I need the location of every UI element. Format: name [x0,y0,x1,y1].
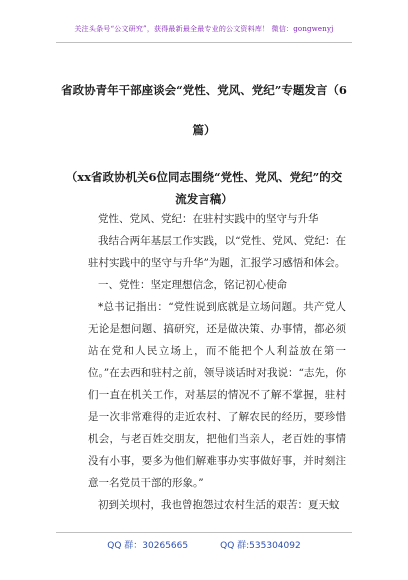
document-title-line-1: 省政协青年干部座谈会“党性、党风、党纪”专题发言（6 [61,83,347,97]
document-title-line-2: 篇） [192,123,216,137]
body-paragraph: *总书记指出：“党性说到底就是立场问题。共产党人无论是想问题、搞研究，还是做决策、办事情，都必须站在党和人民立场上，而不能把个人利益放在第一位。”在去西和驻村之前，领导谈话时对我说：“志先，你们一直在机关工作，对基层的情况不了解不掌握，驻村是一次非常难得的走近农村、了解农民的经历，要珍惜机会，与老百姓交朋友，把他们当亲人，老百姓的事情没有小事，要多为他们解难事办实事做好事，并时刻注意一名党员干部的形象。” [88,301,346,489]
body-paragraph: 我结合两年基层工作实践，以“党性、党风、党纪：在驻村实践中的坚守与升华”为题，汇报学习感悟和体会。 [88,235,346,269]
section-heading: 一、党性：坚定理想信念，铭记初心使命 [98,279,287,291]
footer-qq-group-1: QQ 群：30265665 [107,541,189,551]
document-subtitle-line-2: 流发言稿） [175,192,233,206]
document-body [88,208,346,516]
footer-divider [56,532,352,533]
body-paragraph: 党性、党风、党纪：在驻村实践中的坚守与升华 [98,213,319,225]
document-subtitle-line-1: （xx省政协机关6位同志围绕“党性、党风、党纪”的交 [65,170,343,184]
header-divider [56,42,352,43]
footer [0,538,408,551]
footer-qq-group-2: QQ 群:535304092 [220,541,301,551]
header-note: 关注头条号“公文研究”，获得最新最全最专业的公文资料库！ 微信：gongwenyj [74,25,334,33]
body-paragraph: 初到关坝村，我也曾抱怨过农村生活的艰苦：夏天蚊 [98,499,340,511]
